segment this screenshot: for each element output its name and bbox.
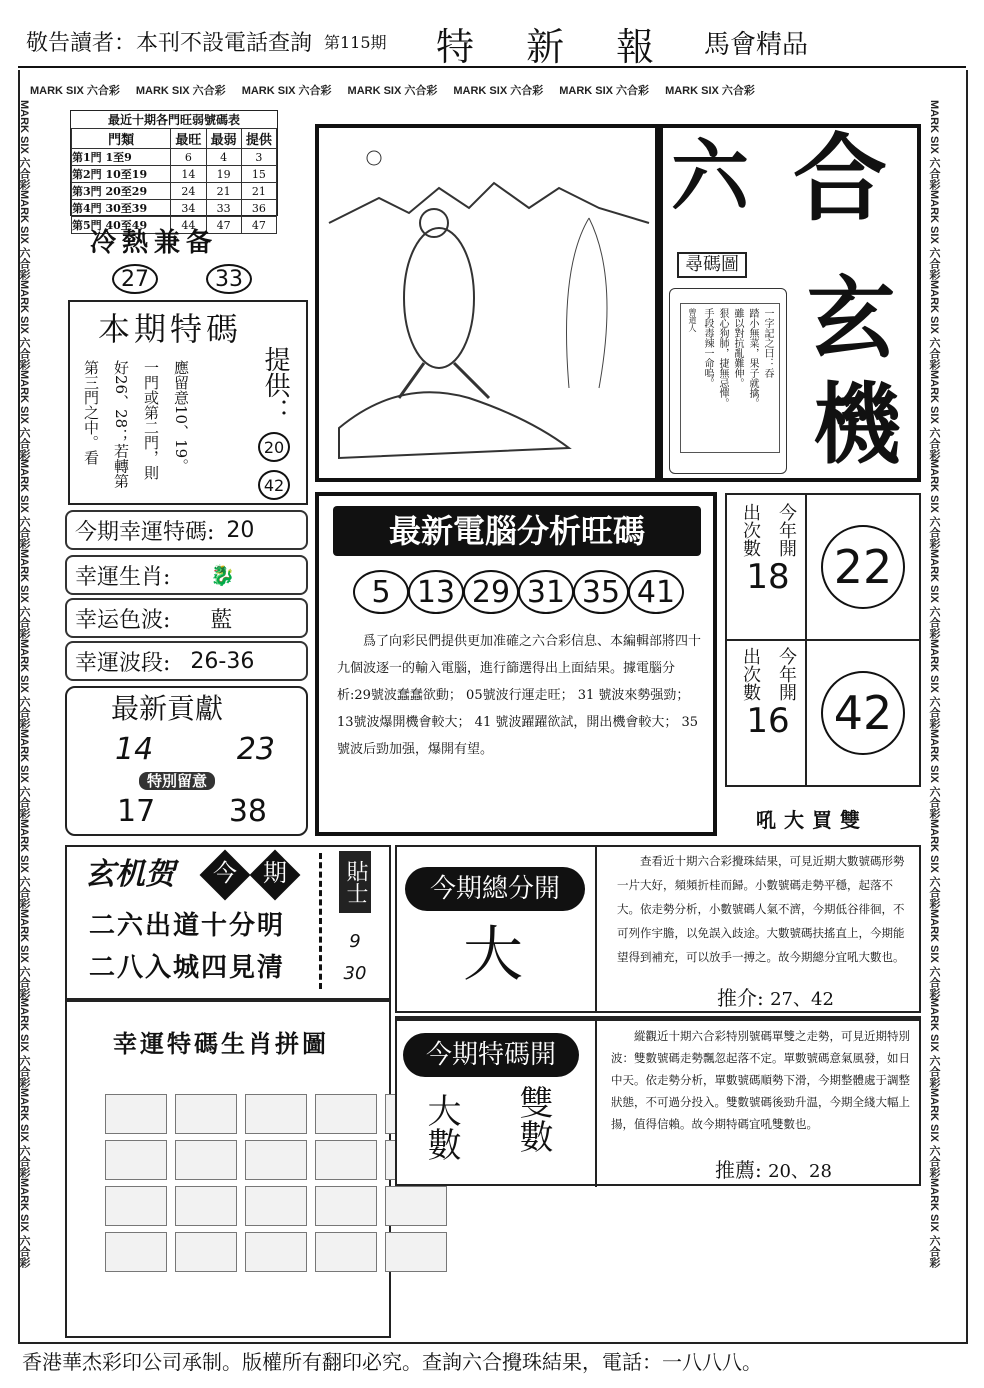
rec-value: 20、28 (768, 1161, 832, 1182)
puzzle-piece (175, 1094, 237, 1134)
table-cell: 44 (171, 217, 206, 234)
special-title: 本期特碼 (98, 310, 243, 348)
poem-scroll (669, 288, 787, 474)
header (18, 12, 966, 68)
table-cell: 19 (206, 166, 241, 183)
puzzle-piece (105, 1094, 167, 1134)
table-cell: 47 (206, 217, 241, 234)
stats-box (725, 493, 921, 787)
mark-six-label: MARK SIX 六合彩 (928, 1088, 940, 1179)
puzzle-piece (315, 1232, 377, 1272)
value: 藍 (210, 607, 233, 633)
table-cell: 第2門 10至19 (72, 166, 171, 183)
contribution-row-1 (115, 732, 275, 768)
mark-six-label: MARK SIX 六合彩 (453, 85, 544, 97)
table-cell: 第3門 20至29 (72, 183, 171, 200)
value: 17 (117, 794, 156, 829)
poem-line: 踏小無菜，果子就擒。 (747, 308, 758, 408)
title-char: 機 (813, 372, 902, 476)
label: 幸運波段: (75, 650, 171, 676)
stat-1 (737, 503, 799, 597)
mark-six-label: MARK SIX 六合彩 (18, 459, 30, 550)
table-title: 最近十期各門旺弱號碼表 (107, 113, 240, 127)
spec-value: 雙數 (513, 1085, 553, 1153)
text-col: 一門或第二門，則 (142, 360, 160, 480)
lucky-number-circle: 29 (463, 570, 519, 614)
special-number-box (395, 1016, 921, 1186)
poem-line: 手段毒辣一命嗚。 (702, 308, 713, 388)
verse-line: 二六出道十分明 (89, 911, 286, 941)
poem-line: 狠心狗肺，捷無忌憚。 (717, 308, 728, 408)
xuanji-box (65, 845, 391, 1000)
spec-pill: 今期特碼開 (403, 1033, 579, 1077)
verse-line: 二八入城四見清 (89, 953, 286, 983)
rec-label: 推介: (717, 986, 764, 1010)
puzzle-piece (105, 1232, 167, 1272)
analysis-box (315, 492, 717, 836)
mark-six-label: MARK SIX 六合彩 (18, 189, 30, 280)
poem-text (680, 303, 780, 453)
mark-six-label: MARK SIX 六合彩 (347, 85, 438, 97)
mark-six-label: MARK SIX 六合彩 (18, 279, 30, 370)
warrior-illustration (319, 128, 655, 478)
tip-number: 30 (343, 963, 367, 984)
special-box (68, 300, 308, 505)
lucky-number-circle: 35 (573, 570, 629, 614)
count: 16 (746, 701, 790, 741)
contribution-row-2 (117, 794, 267, 830)
mark-six-label: MARK SIX 六合彩 (18, 728, 30, 819)
label: 幸运色波: (75, 607, 171, 633)
liuhe-xuanji-box (659, 124, 921, 482)
mark-six-label: MARK SIX 六合彩 (928, 189, 940, 280)
mark-six-label: MARK SIX 六合彩 (928, 639, 940, 729)
text-col: 好26、28；若轉第 (112, 360, 130, 489)
mark-six-label: MARK SIX 六合彩 (928, 728, 940, 819)
illustration (315, 124, 659, 482)
puzzle-piece (245, 1232, 307, 1272)
door-table (71, 128, 277, 234)
hot-cold-title: 冷熱兼备 (90, 228, 219, 258)
mark-six-label: MARK SIX 六合彩 (18, 100, 30, 190)
label: 出次數 (740, 647, 761, 701)
lucky-number-circle: 5 (353, 570, 409, 614)
mark-six-label: MARK SIX 六合彩 (18, 998, 30, 1089)
title-char: 期 (263, 859, 287, 887)
dragon-icon: 🐉 (210, 563, 236, 587)
mark-six-label: MARK SIX 六合彩 (18, 908, 30, 999)
mark-six-label: MARK SIX 六合彩 (928, 1178, 940, 1268)
buy-title: 吼大買雙 (756, 808, 868, 832)
table-cell: 3 (241, 149, 276, 166)
table-cell: 第4門 30至39 (72, 200, 171, 217)
mark-six-label: MARK SIX 六合彩 (18, 1088, 30, 1179)
value: 20 (226, 517, 255, 543)
hot-cold-numbers (112, 264, 252, 294)
puzzle-piece (175, 1140, 237, 1180)
puzzle-piece (385, 1186, 447, 1226)
total-box (395, 845, 921, 1013)
lucky-number-circle: 31 (518, 570, 574, 614)
poem-author: 曾道人 (688, 308, 697, 332)
puzzle-box (65, 1000, 391, 1338)
puzzle-piece (245, 1140, 307, 1180)
count: 18 (746, 557, 790, 597)
label: 今期幸運特碼: (75, 519, 215, 545)
provide-label: 提供： (260, 346, 290, 424)
table-cell: 36 (241, 200, 276, 217)
text-col: 第三門之中。看 (82, 360, 100, 465)
number-circle: 42 (258, 470, 290, 500)
mark-six-label: MARK SIX 六合彩 (928, 908, 940, 999)
title-char: 六 (671, 131, 750, 222)
mark-six-label: MARK SIX 六合彩 (18, 549, 30, 640)
mark-six-label: MARK SIX 六合彩 (559, 85, 650, 97)
mark-six-label: MARK SIX 六合彩 (928, 100, 940, 190)
table-cell: 第1門 1至9 (72, 149, 171, 166)
table-cell: 47 (241, 217, 276, 234)
table-cell: 34 (171, 200, 206, 217)
lucky-number-row (65, 510, 308, 550)
puzzle-piece (315, 1094, 377, 1134)
hot-cold-table (70, 110, 278, 232)
spec-text: 縱觀近十期六合彩特別號碼單雙之走勢，可見近期特別波：雙數號碼走勢飄忽起落不定。單數號碼意氣風發，如日中天。依走勢分析，單數號碼順勢下滑，今期整體處于調整狀態，不可過分投入。雙數號碼後勁升温，今期全綫大幅上揚，值得信賴。故今期特碼宜吼雙數也。 (611, 1029, 910, 1131)
table-row (72, 183, 277, 200)
puzzle-piece (175, 1186, 237, 1226)
table-cell: 15 (241, 166, 276, 183)
contribution-title: 最新貢獻 (111, 692, 224, 725)
value: 14 (115, 732, 154, 767)
title-char: 今 (213, 859, 237, 887)
th: 最弱 (206, 129, 241, 149)
table-cell: 21 (206, 183, 241, 200)
tip-label: 貼士 (339, 851, 371, 913)
table-cell: 第5門 40至49 (72, 217, 171, 234)
th: 門類 (72, 129, 171, 149)
notice: 敬告讀者：本刊不設電話查詢 (26, 31, 313, 56)
title-char: 合 (793, 124, 888, 234)
table-cell: 6 (171, 149, 206, 166)
lucky-zodiac-row (65, 555, 308, 595)
label: 今年開 (776, 503, 797, 557)
contribution-box (65, 686, 308, 836)
value: 26-36 (190, 648, 255, 674)
spec-value: 大數 (421, 1093, 461, 1161)
brand: 馬會精品 (704, 30, 809, 60)
mark-six-label: MARK SIX 六合彩 (928, 279, 940, 370)
analysis-title: 最新電腦分析旺碼 (333, 506, 701, 556)
table-cell: 33 (206, 200, 241, 217)
puzzle-piece (315, 1186, 377, 1226)
special-text (82, 360, 190, 502)
label: 出次數 (740, 503, 761, 557)
puzzle-piece (105, 1186, 167, 1226)
stat-2 (737, 647, 799, 741)
lucky-color-row (65, 598, 308, 638)
rec-label: 推薦: (715, 1158, 762, 1182)
mark-six-label: MARK SIX 六合彩 (928, 549, 940, 640)
mark-six-label: MARK SIX 六合彩 (135, 85, 226, 97)
puzzle-piece (105, 1140, 167, 1180)
number-circle: 20 (258, 432, 290, 462)
puzzle-piece (245, 1094, 307, 1134)
table-row (72, 200, 277, 217)
lucky-number-circle: 13 (408, 570, 464, 614)
total-pill: 今期總分開 (405, 867, 585, 911)
value: 23 (236, 732, 275, 767)
mark-six-label: MARK SIX 六合彩 (928, 459, 940, 550)
label: 幸運生肖: (75, 564, 171, 590)
mark-six-label: MARK SIX 六合彩 (30, 85, 120, 97)
puzzle-piece (175, 1232, 237, 1272)
value: 38 (228, 794, 267, 829)
puzzle-piece (315, 1140, 377, 1180)
total-text: 查看近十期六合彩攪珠結果，可見近期大數號碼形勢一片大好，頻頻折桂而歸。小數號碼走勢平穩，起落不大。依走勢分析，小數號碼人氣不濟，今期低谷徘徊，不可列作宇膽，以免誤入歧途。大數號碼扶搖直上，今期能望得到補充，可以放手一搏之。故今期總分宜吼大數也。 (617, 854, 905, 964)
tip-number: 9 (349, 931, 361, 952)
table-cell: 4 (206, 149, 241, 166)
mark-six-label: MARK SIX 六合彩 (928, 998, 940, 1089)
mark-six-label: MARK SIX 六合彩 (18, 818, 30, 909)
footer: 香港華杰彩印公司承制。版權所有翻印必究。查詢六合攪珠結果，電話：一八八八。 (22, 1350, 762, 1374)
label: 今年開 (776, 647, 797, 701)
issue-number: 第115期 (324, 33, 387, 52)
table-row (72, 149, 277, 166)
mark-six-label: MARK SIX 六合彩 (928, 818, 940, 909)
number-circle: 27 (112, 264, 158, 294)
lucky-range-row (65, 641, 308, 681)
seek-label: 尋碼圖 (677, 252, 747, 278)
table-cell: 24 (171, 183, 206, 200)
number-circle: 42 (821, 671, 905, 755)
mark-six-label: MARK SIX 六合彩 (18, 1178, 30, 1268)
number-circle: 33 (206, 264, 252, 294)
mark-six-label: MARK SIX 六合彩 (18, 639, 30, 729)
paper-title: 特 新 報 (436, 25, 675, 69)
rec-value: 27、42 (770, 989, 834, 1010)
puzzle-piece (385, 1232, 447, 1272)
number-circle: 22 (821, 525, 905, 609)
table-cell: 21 (241, 183, 276, 200)
analysis-numbers (353, 570, 683, 614)
poem-line: 一字記之曰：吞 (762, 308, 773, 378)
total-value: 大 (463, 920, 523, 990)
mark-six-label: MARK SIX 六合彩 (928, 369, 940, 460)
mark-six-label: MARK SIX 六合彩 (665, 85, 755, 97)
th: 最旺 (171, 129, 206, 149)
lucky-number-circle: 41 (628, 570, 684, 614)
puzzle-piece (245, 1186, 307, 1226)
th: 提供 (241, 129, 276, 149)
mark-six-label: MARK SIX 六合彩 (241, 85, 332, 97)
text-col: 應留意10、19。 (172, 360, 190, 474)
mark-six-label: MARK SIX 六合彩 (18, 369, 30, 460)
puzzle-title: 幸運特碼生肖拼圖 (113, 1029, 329, 1058)
xuanji-title: 玄机贺 (85, 857, 175, 892)
table-cell: 14 (171, 166, 206, 183)
title-char: 玄 (807, 266, 896, 370)
note-label: 特別留意 (139, 772, 215, 790)
poem-line: 雖以對抗亂難伸。 (732, 308, 743, 388)
analysis-text: 爲了向彩民們提供更加准確之六合彩信息、本編輯部將四十九個波逐一的輸入電腦，進行篩選得出上面結果。據電腦分析:29號波蠢蠢欲動； 05號波行運走旺； 31 號波來勢强勁；13號波爆開機會較大； 41 號波躍躍欲試，開出機會較大； 35號波后勁加强，爆開有望。 (337, 634, 702, 757)
table-row (72, 166, 277, 183)
